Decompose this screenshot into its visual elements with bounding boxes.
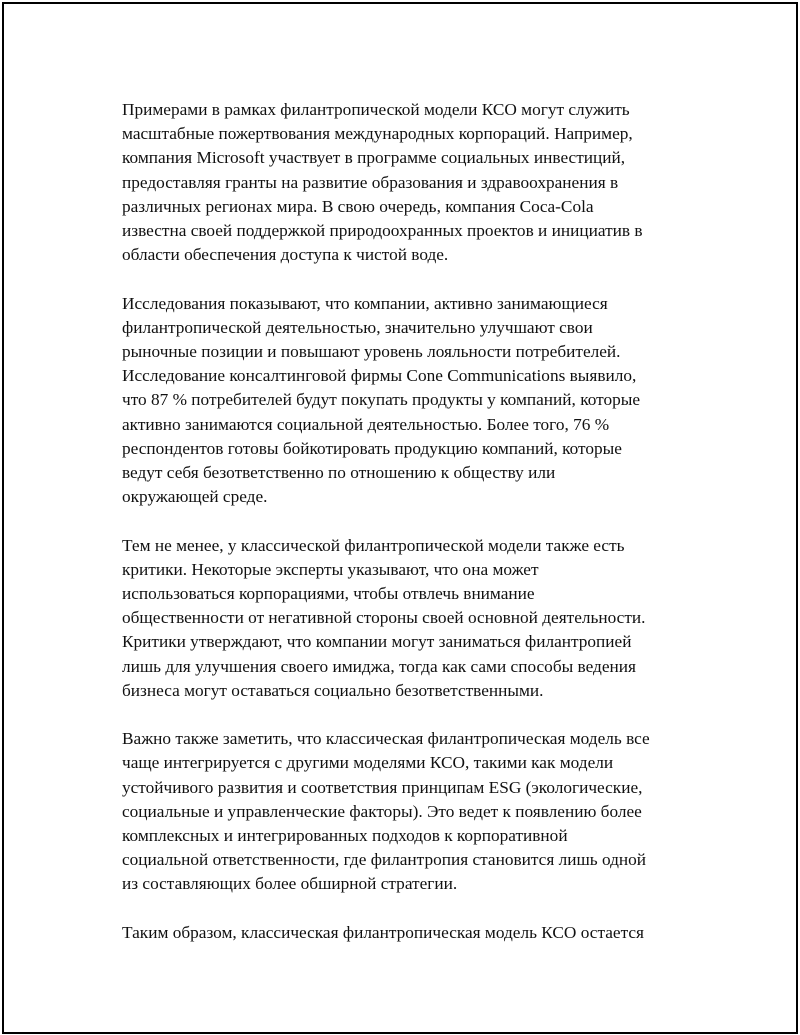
text-line: Критики утверждают, что компании могут заниматься филантропией (122, 632, 632, 652)
paragraph-research (122, 292, 702, 510)
text-line: окружающей среде. (122, 487, 268, 507)
text-line: что 87 % потребителей будут покупать продукты у компаний, которые (122, 390, 641, 410)
text-line: масштабные пожертвования международных корпораций. Например, (122, 124, 633, 144)
text-line: критики. Некоторые эксперты указывают, что она может (122, 559, 539, 579)
text-line: компания Microsoft участвует в программе социальных инвестиций, (122, 148, 626, 168)
paragraph-integration (122, 727, 702, 896)
text-line: филантропической деятельностью, значительно улучшают свои (122, 317, 593, 337)
document-body (122, 98, 702, 969)
text-line: общественности от негативной стороны своей основной деятельности. (122, 608, 646, 628)
text-line: ведут себя безответственно по отношению к обществу или (122, 463, 556, 483)
text-line: респондентов готовы бойкотировать продукцию компаний, которые (122, 438, 622, 458)
text-line: рыночные позиции и повышают уровень лояльности потребителей. (122, 342, 621, 362)
text-line: комплексных и интегрированных подходов к корпоративной (122, 826, 568, 846)
paragraph-examples (122, 98, 702, 267)
text-line: использоваться корпорациями, чтобы отвлечь внимание (122, 584, 535, 604)
text-line: предоставляя гранты на развитие образования и здравоохранения в (122, 172, 619, 192)
text-line: Примерами в рамках филантропической модели КСО могут служить (122, 100, 630, 119)
text-line: социальной ответственности, где филантропия становится лишь одной (122, 850, 647, 870)
text-line: чаще интегрируется с другими моделями КСО, такими как модели (122, 753, 614, 773)
document-page (2, 2, 798, 1034)
text-line: Исследование консалтинговой фирмы Cone Communications выявило, (122, 366, 637, 386)
text-line: области обеспечения доступа к чистой воде. (122, 245, 449, 265)
paragraph-conclusion (122, 921, 702, 945)
text-line: различных регионах мира. В свою очередь, компания Coca-Cola (122, 196, 594, 216)
text-line: Тем не менее, у классической филантропической модели также есть (122, 535, 625, 555)
text-line: из составляющих более обширной стратегии. (122, 874, 458, 894)
text-line: бизнеса могут оставаться социально безответственными. (122, 680, 544, 700)
text-line: лишь для улучшения своего имиджа, тогда как сами способы ведения (122, 656, 636, 676)
text-line: известна своей поддержкой природоохранных проектов и инициатив в (122, 221, 643, 241)
text-line: активно занимаются социальной деятельностью. Более того, 76 % (122, 414, 610, 434)
paragraph-criticism (122, 534, 702, 703)
text-line: Таким образом, классическая филантропическая модель КСО остается (122, 922, 644, 942)
text-line: Важно также заметить, что классическая филантропическая модель все (122, 729, 650, 749)
text-line: Исследования показывают, что компании, активно занимающиеся (122, 293, 608, 313)
text-line: устойчивого развития и соответствия принципам ESG (экологические, (122, 777, 643, 797)
text-line: социальные и управленческие факторы). Это ведет к появлению более (122, 801, 642, 821)
